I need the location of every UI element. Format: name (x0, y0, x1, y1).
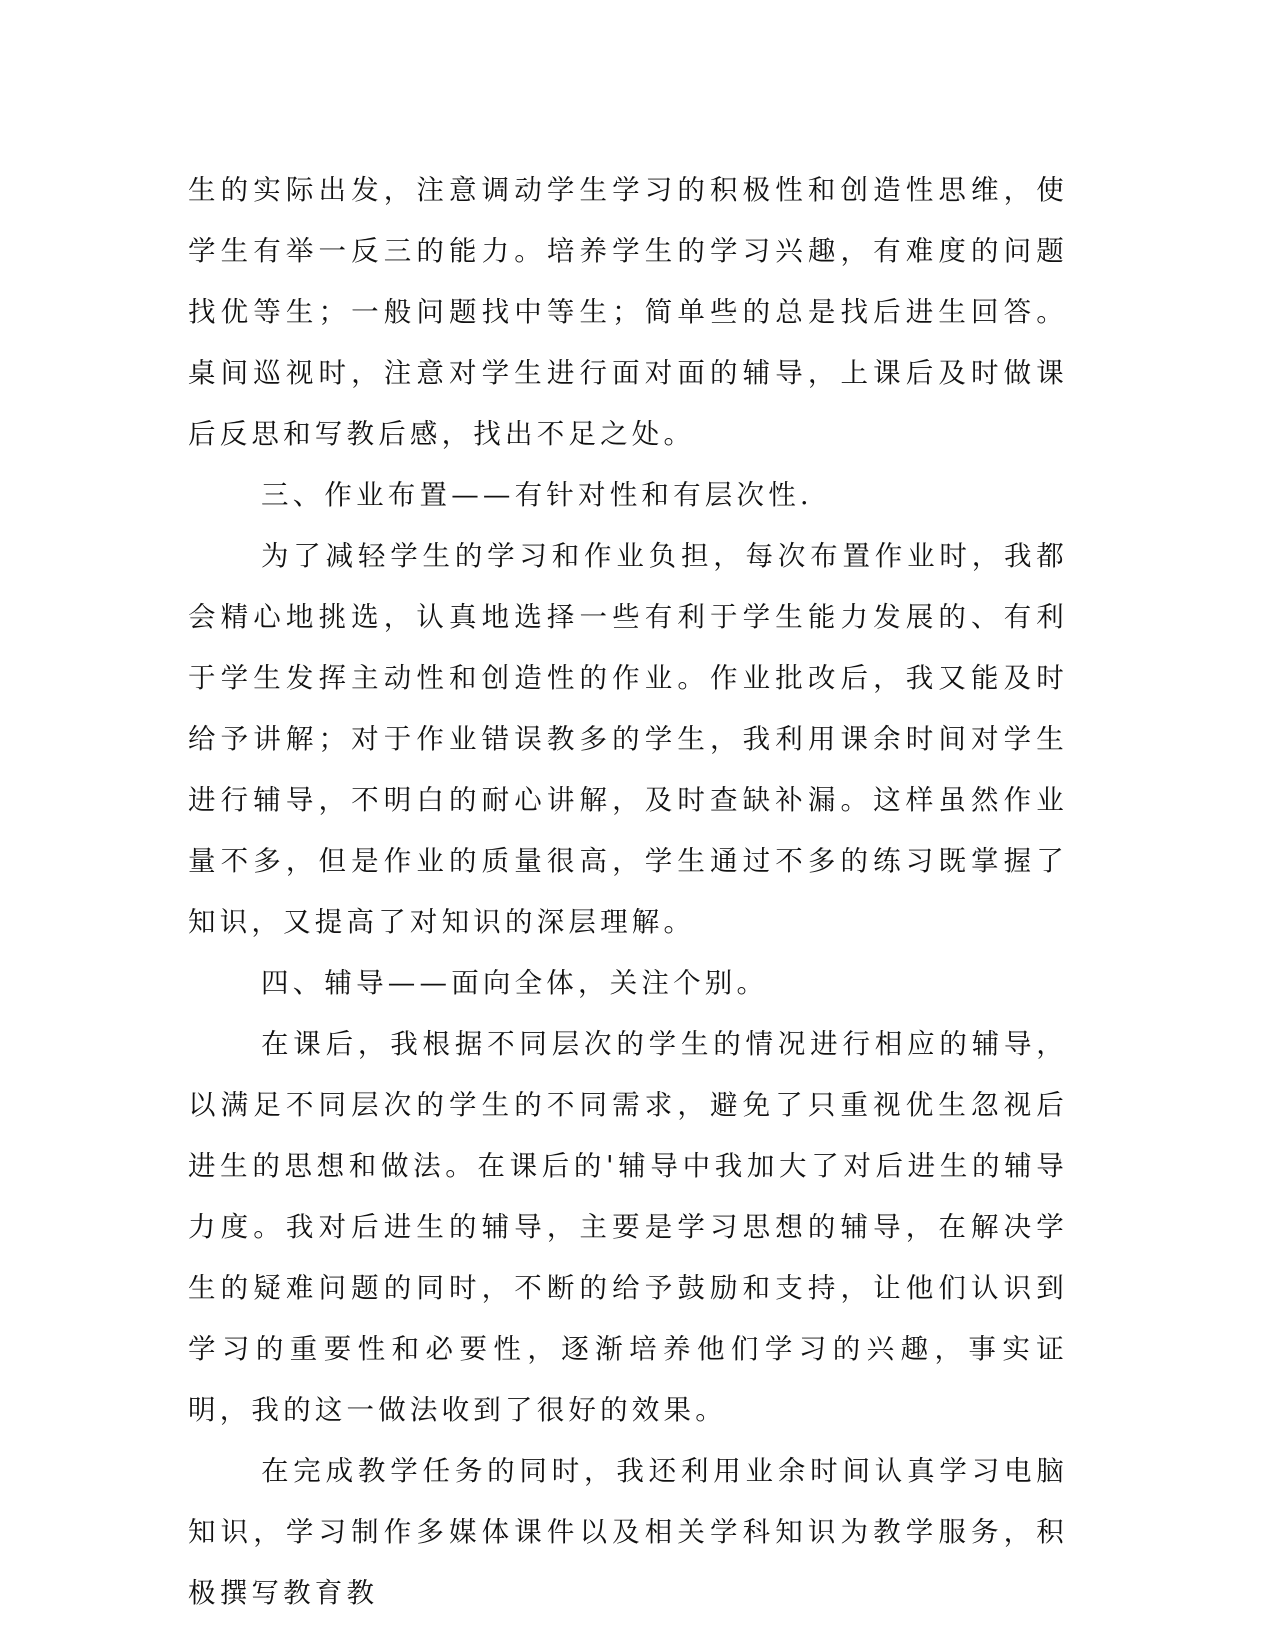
paragraph-self-study: 在完成教学任务的同时，我还利用业余时间认真学习电脑知识，学习制作多媒体课件以及相关学科知识为教学服务，积极撰写教育教 (188, 1455, 1068, 1609)
paragraph-tutoring: 在课后，我根据不同层次的学生的情况进行相应的辅导，以满足不同层次的学生的不同需求，避免了只重视优生忽视后进生的思想和做法。在课后的'辅导中我加大了对后进生的辅导力度。我对后进生的辅导，主要是学习思想的辅导，在解决学生的疑难问题的同时，不断的给予鼓励和支持，让他们认识到学习的重要性和必要性，逐渐培养他们学习的兴趣，事实证明，我的这一做法收到了很好的效果。 (188, 1028, 1068, 1426)
paragraph-continuation: 生的实际出发，注意调动学生学习的积极性和创造性思维，使学生有举一反三的能力。培养学生的学习兴趣，有难度的问题找优等生；一般问题找中等生；简单些的总是找后进生回答。桌间巡视时，注意对学生进行面对面的辅导，上课后及时做课后反思和写教后感，找出不足之处。 (188, 174, 1068, 450)
section-heading-homework: 三、作业布置——有针对性和有层次性. (261, 479, 813, 511)
section-heading-tutoring: 四、辅导——面向全体，关注个别。 (261, 967, 769, 999)
paragraph-homework: 为了减轻学生的学习和作业负担，每次布置作业时，我都会精心地挑选，认真地选择一些有利于学生能力发展的、有利于学生发挥主动性和创造性的作业。作业批改后，我又能及时给予讲解；对于作业错误教多的学生，我利用课余时间对学生进行辅导，不明白的耐心讲解，及时查缺补漏。这样虽然作业量不多，但是作业的质量很高，学生通过不多的练习既掌握了知识，又提高了对知识的深层理解。 (188, 540, 1068, 938)
document-body (188, 160, 1068, 1624)
